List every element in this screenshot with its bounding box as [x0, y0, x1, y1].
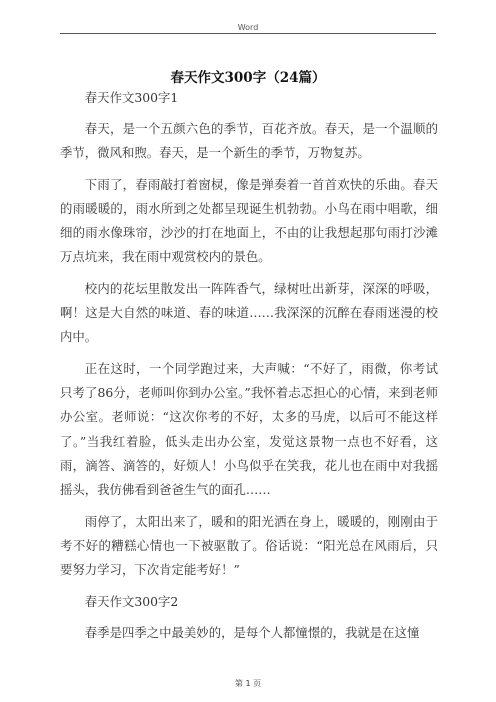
paragraph: 春季是四季之中最美妙的，是每个人都憧憬的，我就是在这憧 — [84, 624, 420, 640]
header-divider — [60, 33, 436, 34]
document-body — [60, 86, 438, 652]
document-title: 春天作文300字（24篇） — [170, 70, 326, 86]
page-header — [0, 0, 496, 34]
paragraph: 雨停了，太阳出来了，暖和的阳光洒在身上，暖暖的，刚刚由于考不好的糟糕心情也一下被驱散了。俗话说：“阳光总在风雨后，只要努力学习，下次肯定能考好！” — [60, 513, 438, 578]
section-heading-2: 春天作文300字2 — [84, 593, 179, 609]
paragraph: 春天，是一个五颜六色的季节，百花齐放。春天，是一个温顺的季节，微风和煦。春天，是一个新生的季节，万物复苏。 — [60, 120, 438, 160]
page-number: 第 1 页 — [234, 679, 262, 688]
paragraph: 正在这时，一个同学跑过来，大声喊：“不好了，雨微，你考试只考了86分，老师叫你到办公室。”我怀着忐忑担心的心情，来到老师办公室。老师说：“这次你考的不好，太多的马虎，以后可不能这样了。”当我红着脸，低头走出办公室，发觉这景物一点也不好看，这雨，滴答、滴答的，好烦人！小鸟似乎在笑我，花儿也在雨中对我摇摇头，我仿佛看到爸爸生气的面孔…… — [60, 361, 438, 498]
paragraph: 校内的花坛里散发出一阵阵香气，绿树吐出新芽，深深的呼吸，啊！这是大自然的味道、春的味道……我深深的沉醉在春雨迷漫的校内中。 — [60, 280, 438, 345]
header-label: Word — [237, 23, 259, 32]
section-heading-1: 春天作文300字1 — [84, 90, 179, 105]
paragraph: 下雨了，春雨敲打着窗棂，像是弹奏着一首首欢快的乐曲。春天的雨暖暖的，雨水所到之处都呈现诞生机勃勃。小鸟在雨中唱歌，细细的雨水像珠帘，沙沙的打在地面上，不由的让我想起那句雨打沙滩万点坑来，我在雨中观赏校内的景色。 — [60, 176, 438, 265]
